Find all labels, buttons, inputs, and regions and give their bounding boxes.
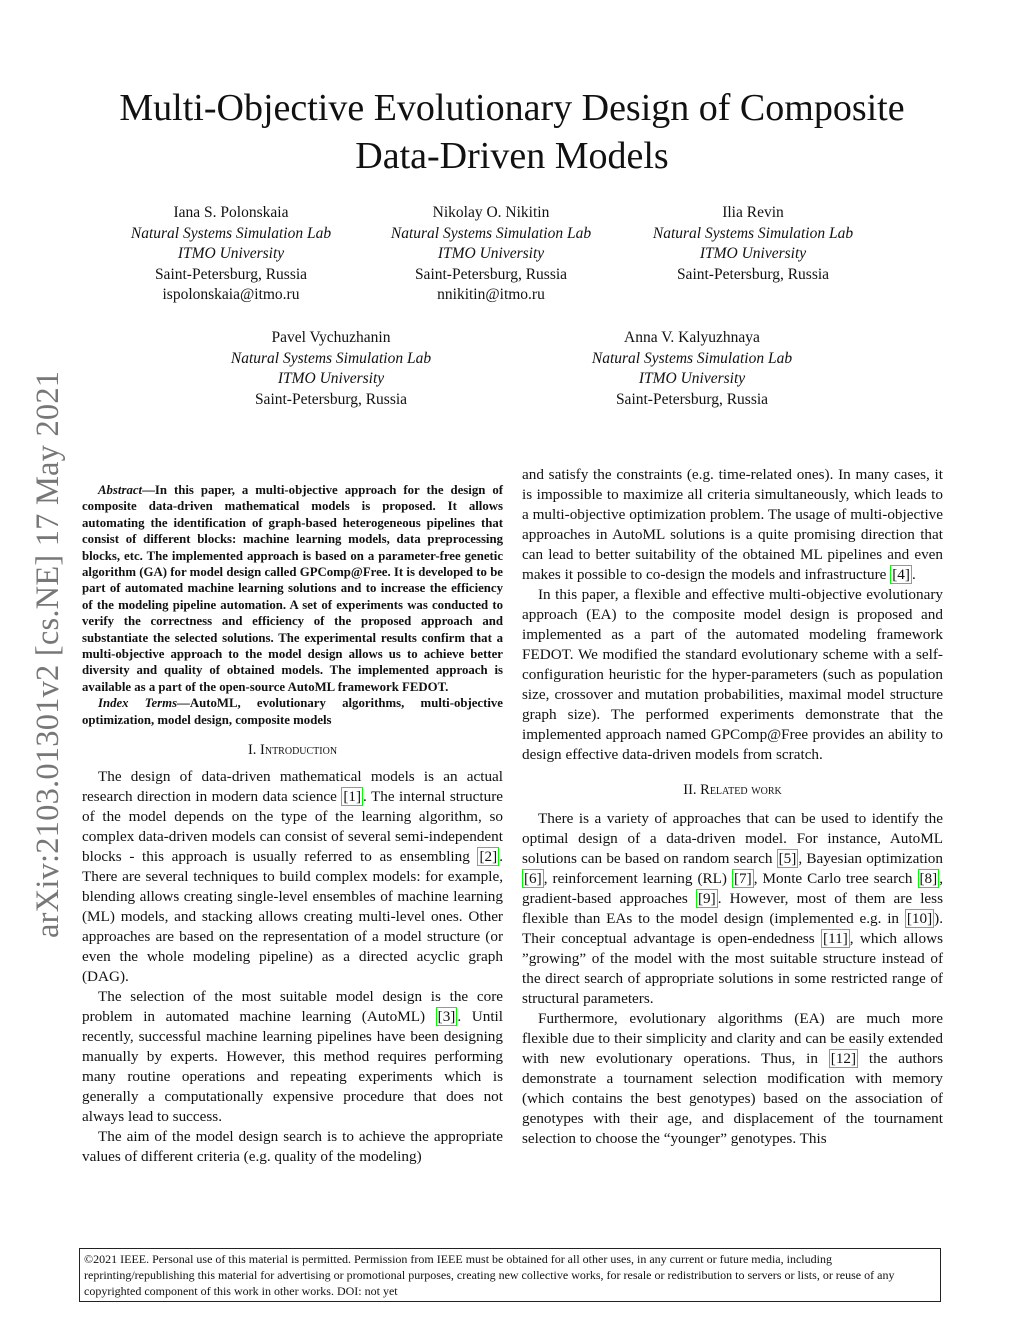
citation-link[interactable]: [1] [343,788,362,806]
citation-link[interactable]: [11] [823,930,848,947]
index-terms [82,695,503,728]
abstract-text: —In this paper, a multi-objective approach for the design of composite data-driven mathematical models is proposed. It allows automating the identification of graph-based heterogeneous pipelines that consist of different blocks: machine learning models, data preprocessing blocks, etc. The implemented approach is based on a parameter-free genetic algorithm (GA) for model design called GPComp@Free. It is developed to be part of automated machine learning solutions and to increase the efficiency of the modeling pipeline automation. A set of experiments was conducted to verify the correctness and efficiency of the proposed approach and substantiate the selected solutions. The experimental results confirm that a multi-objective approach to the model design allows us to achieve better diversity and quality of obtained models. The implemented approach is available as a part of the open-source AutoML framework FEDOT. [82,483,503,694]
citation-link[interactable]: [3] [437,1008,456,1026]
citation-link[interactable]: [8] [919,870,938,887]
citation-link[interactable]: [5] [778,850,797,867]
section-heading-introduction: I. Introduction [247,742,338,759]
related-work-paragraph-1: There is a variety of approaches that can be used to identify the optimal design of a data-driven model. For instance, AutoML solutions can be based on random search [5] , Bayesian optimization [6] , reinforcement learning (RL) [7] , Monte Carlo tree search [8] , gradient-based approaches [9] . However, most of them are less flexible than EAs to the model design (implemented e.g. in [10] ). Their conceptual advantage is open-endedness [11] , which allows ”growing” of the model with the most suitable structure instead of the direct search of appropriate solutions in some restricted range of structural parameters. [522,810,944,1007]
author-city: Saint-Petersburg, Russia [615,390,769,408]
intro-paragraph-1: The design of data-driven mathematical models is an actual research direction in modern data science [1] . The internal structure of the model depends on the type of the learning algorithm, so complex data-driven models can consist of several semi-independent blocks - this approach is usually referred to as ensembling [2] . There are several techniques to build complex models: for example, blending allows creating single-level ensembles of machine learning (ML) models, and stacking allows creating multi-level ones. Other approaches are based on the representation of a model structure (or even the whole modeling pipeline) as a directed acyclic graph (DAG). [82,768,503,986]
author-block-5 [542,328,842,410]
author-name: Nikolay O. Nikitin [432,204,550,221]
section-heading-related-work: II. Related work [683,782,782,798]
left-column [82,482,503,1167]
copyright-notice: ©2021 IEEE. Personal use of this material is permitted. Permission from IEEE must be obtained for all other uses, in any current or future media, including reprinting/republishing this material for advertising or promotional purposes, creating new collective works, for resale or redistribution to servers or lists, or reuse of any copyrighted component of this work in other works. DOI: not yet [79,1248,941,1302]
arxiv-identifier: arXiv:2103.01301v2 [cs.NE] 17 May 2021 [30,370,66,938]
paper-title [0,84,1024,180]
author-city: Saint-Petersburg, Russia [254,390,408,408]
related-work-paragraph-2: Furthermore, evolutionary algorithms (EA) are much more flexible due to their simplicity and clarity and can be easily extended with new evolutionary operations. Thus, in [12] the authors demonstrate a tournament selection modification with memory (which contains the best genotypes) based on the association of genotypes with their age, and displacement of the tournament selection to choose the “younger” genotypes. This [522,1010,944,1147]
author-block-2 [341,203,641,306]
citation-link[interactable]: [6] [524,870,542,887]
author-university: ITMO University [177,245,285,262]
author-city: Saint-Petersburg, Russia [676,265,830,283]
author-name: Ilia Revin [722,204,784,221]
intro-paragraph-2: The selection of the most suitable model design is the core problem in automated machine learning (AutoML) [3] . Until recently, successful machine learning pipelines have been designing manually by experts. However, this method requires performing many routine operations and repeating experiments which is generally a computationally expensive procedure that does not always lead to success. [82,988,503,1126]
author-name: Iana S. Polonskaia [173,204,289,221]
intro-paragraph-5: In this paper, a flexible and effective multi-objective evolutionary approach (EA) to the composite model design is proposed and implemented as a part of the automated modeling framework FEDOT. We modified the standard evolutionary scheme with a self-configuration heuristic for the hyper-parameters (such as population size, crossover and mutation probabilities, maximal model structure graph size). The performed experiments demonstrate that the implemented approach named GPComp@Free provides an ability to design effective data-driven models from scratch. [522,586,943,763]
author-block-3 [603,203,903,285]
index-terms-text: —AutoML, evolutionary algorithms, multi-objective optimization, model design, composite models [82,696,503,727]
author-university: ITMO University [699,245,807,262]
author-lab: Natural Systems Simulation Lab [230,349,432,367]
author-email: ispolonskaia@itmo.ru [162,286,300,303]
author-city: Saint-Petersburg, Russia [154,265,308,283]
author-name: Pavel Vychuzhanin [271,329,391,346]
citation-link[interactable]: [9] [697,890,716,907]
citation-link[interactable]: [2] [479,848,498,866]
author-lab: Natural Systems Simulation Lab [390,224,592,242]
author-email: nnikitin@itmo.ru [437,286,545,303]
author-name: Anna V. Kalyuzhnaya [624,329,760,346]
abstract-label: Abstract [98,483,143,497]
citation-link[interactable]: [7] [734,870,752,887]
intro-paragraph-4: and satisfy the constraints (e.g. time-related ones). In many cases, it is impossible to maximize all criteria simultaneously, which leads to a multi-objective optimization problem. The usage of multi-objective approaches in AutoML solutions is a quite promising direction that can lead to better suitability of the obtained ML pipelines and even makes it possible to co-design the models and infrastructure [4] . [522,466,943,583]
author-university: ITMO University [638,370,746,387]
citation-link[interactable]: [10] [906,910,933,927]
title-line-2: Data-Driven Models [355,135,669,177]
author-block-4 [181,328,481,410]
index-terms-label: Index Terms [98,696,178,711]
title-line-1: Multi-Objective Evolutionary Design of Composite [119,87,905,129]
author-university: ITMO University [277,370,385,387]
author-lab: Natural Systems Simulation Lab [652,224,854,242]
citation-link[interactable]: [12] [830,1050,857,1067]
right-column [522,465,943,1149]
author-lab: Natural Systems Simulation Lab [130,224,332,242]
author-lab: Natural Systems Simulation Lab [591,349,793,367]
author-university: ITMO University [437,245,545,262]
author-city: Saint-Petersburg, Russia [414,265,568,283]
abstract [82,482,503,695]
intro-paragraph-3: The aim of the model design search is to achieve the appropriate values of different criteria (e.g. quality of the modeling) [82,1128,503,1166]
citation-link[interactable]: [4] [892,566,910,583]
author-block-1 [81,203,381,306]
